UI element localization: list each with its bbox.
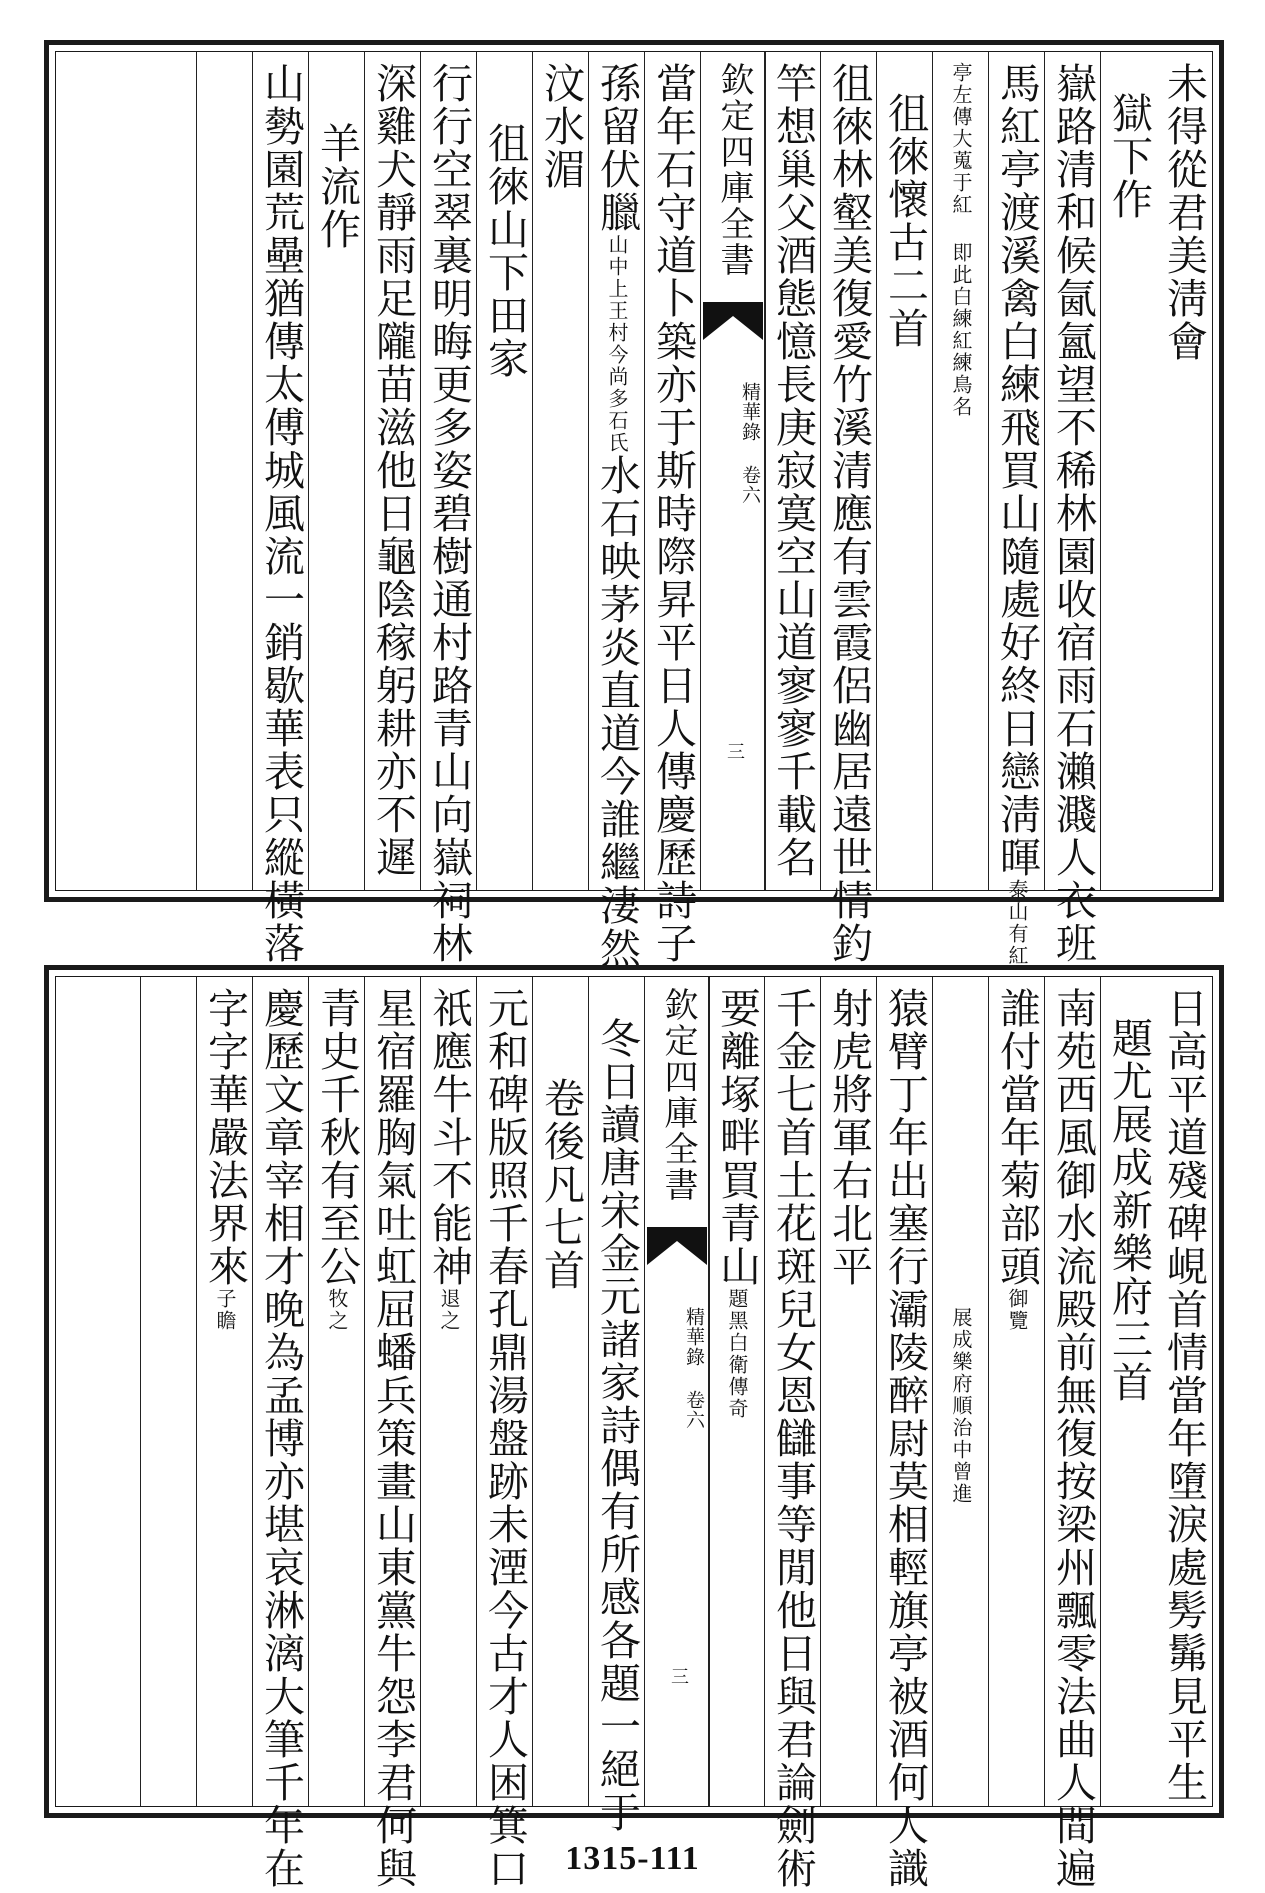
chapter-label: 精華錄 卷六 bbox=[683, 1307, 705, 1430]
text-column bbox=[420, 52, 477, 965]
column-text: 未得從君美淸會 bbox=[1160, 62, 1208, 363]
text-column bbox=[476, 977, 533, 1890]
poem-title: 卷後凡七首 bbox=[537, 1077, 585, 1292]
text-column bbox=[1100, 52, 1157, 890]
column-text: 南苑西風御水流殿前無復按梁州飄零法曲人間遍 bbox=[1049, 987, 1097, 1890]
column-text: 山勢園荒壘猶傳太傅城風流一銷歇華表只縱橫落 bbox=[257, 62, 305, 965]
annotation-note: 題黑白衛傳奇 bbox=[725, 1288, 749, 1420]
text-column bbox=[588, 977, 645, 1834]
text-column bbox=[764, 52, 821, 890]
annotation-note: 御覽 bbox=[1005, 1288, 1029, 1332]
column-text: 慶歷文章宰相才晚為孟博亦堪哀淋漓大筆千年在 bbox=[257, 987, 305, 1890]
column-text: 千金七首土花斑兒女恩讎事等閒他日與君論劍術 bbox=[769, 987, 817, 1890]
text-column bbox=[876, 52, 933, 890]
text-column bbox=[252, 52, 309, 965]
text-column bbox=[764, 977, 821, 1890]
column-text: 元和碑版照千春孔鼎湯盤跡未湮今古才人困箕口 bbox=[481, 987, 529, 1890]
top-page-panel bbox=[44, 40, 1224, 970]
text-column bbox=[820, 52, 877, 965]
top-page-inner-frame bbox=[55, 51, 1213, 970]
column-text bbox=[933, 1307, 989, 1800]
text-column bbox=[644, 52, 701, 965]
text-column bbox=[932, 52, 989, 890]
text-column bbox=[364, 977, 421, 1890]
column-text: 星宿羅胸氣吐虹屈蟠兵策畫山東黨牛怨李君何與 bbox=[369, 987, 417, 1890]
verse-text: 字字華嚴法界來 bbox=[201, 987, 249, 1288]
column-text: 竿想巢父酒態憶長庚寂寞空山道寥寥千載名 bbox=[769, 62, 817, 879]
leaf-number: 三 bbox=[724, 742, 745, 760]
column-text bbox=[589, 62, 645, 970]
poem-title: 徂徠懷古二首 bbox=[881, 92, 929, 350]
text-column bbox=[308, 977, 365, 1806]
annotation-note: 亭左傳大蒐于紅 即此白練紅練鳥名 bbox=[949, 62, 973, 418]
column-text bbox=[309, 987, 365, 1800]
column-text bbox=[421, 987, 477, 1800]
text-column bbox=[988, 977, 1045, 1806]
text-column bbox=[252, 977, 309, 1890]
verse-text: 馬紅亭渡溪禽白練飛買山隨處好終日戀淸暉 bbox=[993, 62, 1041, 879]
verse-text: 孫留伏臘 bbox=[593, 62, 641, 234]
annotation-note: 山中上王村今尚多石氏 bbox=[605, 234, 629, 454]
text-column bbox=[476, 52, 533, 890]
poem-title: 冬日讀唐宋金元諸家詩偶有所感各題一絕于 bbox=[593, 1017, 641, 1834]
book-title: 欽定四庫全書 bbox=[714, 62, 754, 278]
text-column bbox=[308, 52, 365, 890]
column-text bbox=[989, 62, 1045, 967]
text-column bbox=[1156, 52, 1212, 890]
text-column bbox=[1044, 977, 1101, 1890]
column-text bbox=[989, 987, 1045, 1800]
book-title: 欽定四庫全書 bbox=[658, 987, 698, 1203]
column-text: 深雞犬靜雨足隴苗滋他日龜陰稼躬耕亦不遲 bbox=[369, 62, 417, 879]
text-column bbox=[196, 977, 253, 1806]
column-text: 嶽路清和候氤氳望不稀林園收宿雨石瀨濺人衣班 bbox=[1049, 62, 1097, 965]
verse-text: 祇應牛斗不能神 bbox=[425, 987, 473, 1288]
column-text bbox=[141, 987, 197, 1800]
text-column bbox=[588, 52, 645, 970]
text-column bbox=[1100, 977, 1157, 1806]
text-column bbox=[820, 977, 877, 1806]
text-column bbox=[196, 52, 253, 890]
text-column bbox=[988, 52, 1045, 967]
text-column bbox=[876, 977, 933, 1890]
text-column bbox=[1156, 977, 1212, 1806]
column-text: 當年石守道卜築亦于斯時際昇平日人傳慶歷詩子 bbox=[649, 62, 697, 965]
text-column bbox=[532, 977, 589, 1806]
column-text bbox=[197, 62, 253, 884]
page-number: 1315-111 bbox=[565, 1840, 700, 1877]
poem-title: 徂徠山下田家 bbox=[481, 122, 529, 380]
column-text: 徂徠林壑美復愛竹溪清應有雲霞侶幽居遠世情釣 bbox=[825, 62, 873, 965]
leaf-number: 三 bbox=[668, 1667, 689, 1685]
column-text: 行行空翠裏明晦更多姿碧樹通村路青山向嶽祠林 bbox=[425, 62, 473, 965]
column-text: 猿臂丁年出塞行灞陵醉尉莫相輕旗亭被酒何人識 bbox=[881, 987, 929, 1890]
text-column bbox=[364, 52, 421, 890]
text-column bbox=[532, 52, 589, 890]
chapter-label: 精華錄 卷六 bbox=[739, 382, 761, 505]
column-text: 日高平道殘碑峴首情當年墮淚處髣髴見平生 bbox=[1160, 987, 1208, 1804]
fishtail-mark-icon bbox=[703, 302, 763, 342]
annotation-note: 退之 bbox=[437, 1288, 461, 1332]
column-text: 汶水湄 bbox=[537, 62, 585, 191]
column-text bbox=[709, 987, 765, 1800]
text-column bbox=[420, 977, 477, 1806]
annotation-note: 牧之 bbox=[325, 1288, 349, 1332]
verse-text: 水石映茅炎直道今誰繼淒然 bbox=[593, 454, 641, 970]
verse-text: 青史千秋有至公 bbox=[313, 987, 361, 1288]
fishtail-mark-icon bbox=[647, 1227, 707, 1267]
poem-title: 獄下作 bbox=[1105, 92, 1153, 221]
verse-text: 誰付當年菊部頭 bbox=[993, 987, 1041, 1288]
annotation-note: 子瞻 bbox=[213, 1288, 237, 1332]
column-text bbox=[933, 62, 989, 884]
poem-title: 題尤展成新樂府三首 bbox=[1105, 1017, 1153, 1404]
center-margin-column bbox=[644, 977, 710, 1806]
verse-text: 要離塚畔買青山 bbox=[713, 987, 761, 1288]
annotation-note: 展成樂府順治中曾進 bbox=[949, 1307, 973, 1505]
text-column bbox=[708, 977, 765, 1806]
center-margin-column bbox=[700, 52, 766, 890]
text-column bbox=[140, 977, 197, 1806]
poem-title: 羊流作 bbox=[313, 122, 361, 251]
column-text bbox=[197, 987, 253, 1800]
text-column bbox=[932, 977, 989, 1806]
column-text: 射虎將軍右北平 bbox=[825, 987, 873, 1288]
text-column bbox=[1044, 52, 1101, 965]
annotation-note: 泰山有紅 bbox=[1005, 879, 1029, 967]
